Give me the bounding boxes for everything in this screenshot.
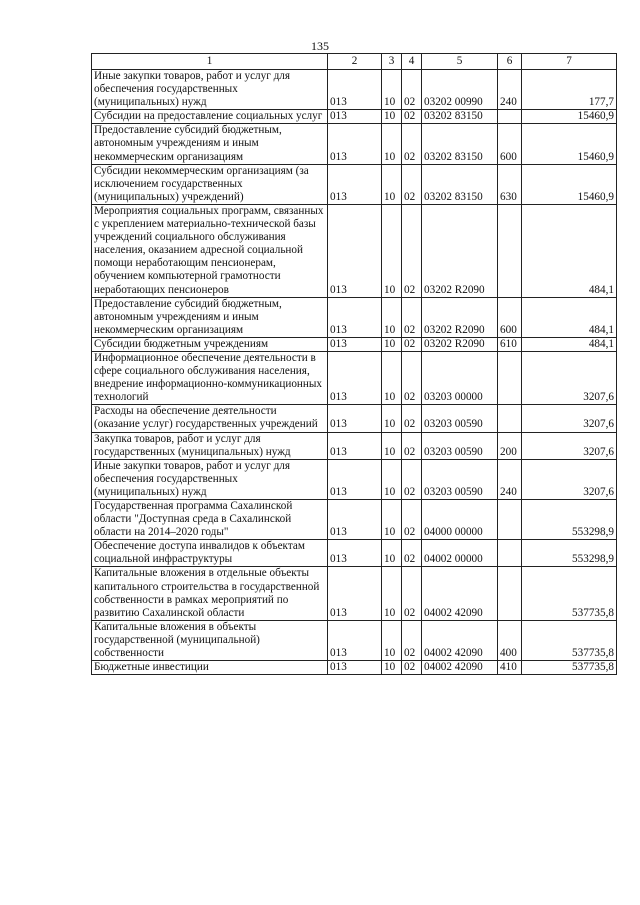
row-expense-type: 200 — [498, 432, 522, 459]
table-row — [92, 661, 617, 675]
table-row — [92, 540, 617, 567]
row-expense-type: 600 — [498, 124, 522, 164]
table-row — [92, 351, 617, 404]
row-subsection-code: 02 — [402, 567, 422, 620]
row-ministry-code: 013 — [328, 405, 382, 432]
header-col-7: 7 — [522, 54, 617, 70]
row-subsection-code: 02 — [402, 459, 422, 499]
row-ministry-code: 013 — [328, 620, 382, 660]
row-ministry-code: 013 — [328, 567, 382, 620]
row-expense-type — [498, 204, 522, 297]
row-section-code: 10 — [382, 70, 402, 110]
table-row — [92, 567, 617, 620]
row-target-article: 03202 R2090 — [422, 337, 498, 351]
row-ministry-code: 013 — [328, 164, 382, 204]
row-target-article: 03202 R2090 — [422, 204, 498, 297]
row-target-article: 04002 42090 — [422, 567, 498, 620]
row-target-article: 03202 83150 — [422, 124, 498, 164]
row-amount: 15460,9 — [522, 164, 617, 204]
table-row — [92, 337, 617, 351]
table-row — [92, 204, 617, 297]
row-amount: 484,1 — [522, 297, 617, 337]
row-section-code: 10 — [382, 110, 402, 124]
row-expense-type — [498, 500, 522, 540]
row-amount: 15460,9 — [522, 124, 617, 164]
row-subsection-code: 02 — [402, 124, 422, 164]
row-target-article: 04000 00000 — [422, 500, 498, 540]
header-col-4: 4 — [402, 54, 422, 70]
row-name: Предоставление субсидий бюджетным, автономным учреждениям и иным некоммерческим организациям — [92, 124, 328, 164]
header-col-6: 6 — [498, 54, 522, 70]
row-expense-type: 600 — [498, 297, 522, 337]
row-ministry-code: 013 — [328, 351, 382, 404]
row-name: Закупка товаров, работ и услуг для государственных (муниципальных) нужд — [92, 432, 328, 459]
row-amount: 553298,9 — [522, 500, 617, 540]
row-amount: 177,7 — [522, 70, 617, 110]
table-row — [92, 432, 617, 459]
row-section-code: 10 — [382, 124, 402, 164]
row-name: Капитальные вложения в отдельные объекты капитального строительства в государственной собственности в рамках мероприятий по развитию Сахалинской области — [92, 567, 328, 620]
row-section-code: 10 — [382, 337, 402, 351]
row-ministry-code: 013 — [328, 337, 382, 351]
row-subsection-code: 02 — [402, 661, 422, 675]
row-amount: 3207,6 — [522, 351, 617, 404]
row-ministry-code: 013 — [328, 540, 382, 567]
table-row — [92, 70, 617, 110]
row-name: Субсидии некоммерческим организациям (за исключением государственных (муниципальных) учреждений) — [92, 164, 328, 204]
row-name: Субсидии на предоставление социальных услуг — [92, 110, 328, 124]
row-amount: 3207,6 — [522, 459, 617, 499]
row-subsection-code: 02 — [402, 432, 422, 459]
row-target-article: 04002 00000 — [422, 540, 498, 567]
row-amount: 484,1 — [522, 204, 617, 297]
row-target-article: 03202 83150 — [422, 164, 498, 204]
row-target-article: 03203 00590 — [422, 432, 498, 459]
budget-table — [91, 53, 617, 675]
row-name: Капитальные вложения в объекты государственной (муниципальной) собственности — [92, 620, 328, 660]
row-section-code: 10 — [382, 620, 402, 660]
row-name: Иные закупки товаров, работ и услуг для обеспечения государственных (муниципальных) нужд — [92, 70, 328, 110]
row-ministry-code: 013 — [328, 661, 382, 675]
row-name: Мероприятия социальных программ, связанных с укреплением материально-технической базы учреждений социального обслуживания населения, оказанием адресной социальной помощи неработающим пенсионерам, обучением компьютерной грамотности неработающих пенсионеров — [92, 204, 328, 297]
row-subsection-code: 02 — [402, 540, 422, 567]
table-row — [92, 297, 617, 337]
row-ministry-code: 013 — [328, 204, 382, 297]
header-col-1: 1 — [92, 54, 328, 70]
row-expense-type — [498, 351, 522, 404]
table-row — [92, 405, 617, 432]
row-amount: 15460,9 — [522, 110, 617, 124]
row-subsection-code: 02 — [402, 204, 422, 297]
table-row — [92, 110, 617, 124]
row-section-code: 10 — [382, 164, 402, 204]
row-expense-type — [498, 110, 522, 124]
row-subsection-code: 02 — [402, 297, 422, 337]
row-expense-type — [498, 405, 522, 432]
row-section-code: 10 — [382, 297, 402, 337]
row-section-code: 10 — [382, 540, 402, 567]
row-ministry-code: 013 — [328, 124, 382, 164]
row-name: Субсидии бюджетным учреждениям — [92, 337, 328, 351]
row-expense-type: 630 — [498, 164, 522, 204]
row-amount: 3207,6 — [522, 432, 617, 459]
row-target-article: 03202 R2090 — [422, 297, 498, 337]
row-expense-type: 410 — [498, 661, 522, 675]
row-target-article: 03203 00000 — [422, 351, 498, 404]
row-name: Обеспечение доступа инвалидов к объектам социальной инфраструктуры — [92, 540, 328, 567]
row-target-article: 04002 42090 — [422, 620, 498, 660]
row-subsection-code: 02 — [402, 351, 422, 404]
row-subsection-code: 02 — [402, 500, 422, 540]
row-subsection-code: 02 — [402, 337, 422, 351]
row-ministry-code: 013 — [328, 70, 382, 110]
table-row — [92, 164, 617, 204]
table-row — [92, 620, 617, 660]
row-subsection-code: 02 — [402, 110, 422, 124]
row-section-code: 10 — [382, 405, 402, 432]
page-number: 135 — [311, 39, 329, 53]
row-expense-type: 400 — [498, 620, 522, 660]
row-expense-type: 610 — [498, 337, 522, 351]
row-expense-type: 240 — [498, 459, 522, 499]
row-expense-type — [498, 540, 522, 567]
row-target-article: 03203 00590 — [422, 459, 498, 499]
table-row — [92, 459, 617, 499]
row-name: Информационное обеспечение деятельности в сфере социального обслуживания населения, внедрение информационно-коммуникационных технологий — [92, 351, 328, 404]
row-target-article: 03203 00590 — [422, 405, 498, 432]
row-name: Предоставление субсидий бюджетным, автономным учреждениям и иным некоммерческим организациям — [92, 297, 328, 337]
header-col-5: 5 — [422, 54, 498, 70]
row-amount: 537735,8 — [522, 567, 617, 620]
header-row — [92, 54, 617, 70]
row-target-article: 03202 00990 — [422, 70, 498, 110]
row-target-article: 03202 83150 — [422, 110, 498, 124]
row-name: Государственная программа Сахалинской области "Доступная среда в Сахалинской области на 2014–2020 годы" — [92, 500, 328, 540]
table-row — [92, 500, 617, 540]
row-amount: 3207,6 — [522, 405, 617, 432]
row-section-code: 10 — [382, 567, 402, 620]
row-name: Бюджетные инвестиции — [92, 661, 328, 675]
row-subsection-code: 02 — [402, 164, 422, 204]
row-ministry-code: 013 — [328, 432, 382, 459]
row-ministry-code: 013 — [328, 110, 382, 124]
row-section-code: 10 — [382, 459, 402, 499]
row-subsection-code: 02 — [402, 70, 422, 110]
row-section-code: 10 — [382, 661, 402, 675]
row-ministry-code: 013 — [328, 500, 382, 540]
row-section-code: 10 — [382, 432, 402, 459]
row-amount: 537735,8 — [522, 620, 617, 660]
row-section-code: 10 — [382, 500, 402, 540]
row-amount: 553298,9 — [522, 540, 617, 567]
row-ministry-code: 013 — [328, 297, 382, 337]
row-subsection-code: 02 — [402, 620, 422, 660]
row-name: Иные закупки товаров, работ и услуг для обеспечения государственных (муниципальных) нужд — [92, 459, 328, 499]
row-name: Расходы на обеспечение деятельности (оказание услуг) государственных учреждений — [92, 405, 328, 432]
table-row — [92, 124, 617, 164]
row-expense-type: 240 — [498, 70, 522, 110]
row-amount: 537735,8 — [522, 661, 617, 675]
header-col-3: 3 — [382, 54, 402, 70]
row-section-code: 10 — [382, 351, 402, 404]
row-subsection-code: 02 — [402, 405, 422, 432]
row-expense-type — [498, 567, 522, 620]
row-target-article: 04002 42090 — [422, 661, 498, 675]
row-amount: 484,1 — [522, 337, 617, 351]
header-col-2: 2 — [328, 54, 382, 70]
row-ministry-code: 013 — [328, 459, 382, 499]
row-section-code: 10 — [382, 204, 402, 297]
